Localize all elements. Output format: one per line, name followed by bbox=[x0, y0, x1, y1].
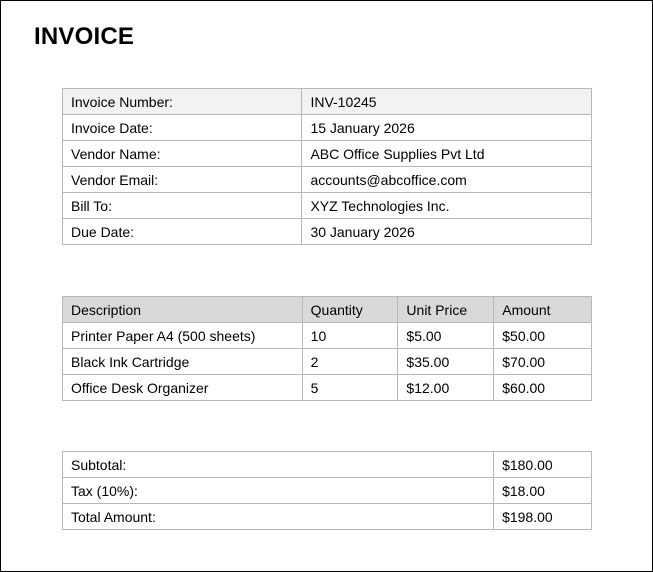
details-label: Due Date: bbox=[63, 219, 302, 245]
totals-row-subtotal bbox=[63, 452, 592, 478]
table-row bbox=[63, 375, 592, 401]
invoice-title: INVOICE bbox=[34, 23, 135, 50]
item-description: Office Desk Organizer bbox=[63, 375, 303, 401]
details-value: accounts@abcoffice.com bbox=[302, 167, 592, 193]
column-header-unit-price: Unit Price bbox=[398, 297, 494, 323]
table-row bbox=[63, 349, 592, 375]
details-value: 15 January 2026 bbox=[302, 115, 592, 141]
item-quantity: 2 bbox=[302, 349, 398, 375]
item-quantity: 5 bbox=[302, 375, 398, 401]
totals-row-total-amount bbox=[63, 504, 592, 530]
item-amount: $50.00 bbox=[494, 323, 592, 349]
totals-label: Subtotal: bbox=[63, 452, 494, 478]
item-quantity: 10 bbox=[302, 323, 398, 349]
details-value: 30 January 2026 bbox=[302, 219, 592, 245]
invoice-details-table bbox=[62, 88, 592, 245]
details-label: Bill To: bbox=[63, 193, 302, 219]
item-unit-price: $5.00 bbox=[398, 323, 494, 349]
details-label: Invoice Number: bbox=[63, 89, 302, 115]
details-row-invoice-number bbox=[63, 89, 592, 115]
details-row-vendor-name bbox=[63, 141, 592, 167]
details-label: Vendor Email: bbox=[63, 167, 302, 193]
column-header-quantity: Quantity bbox=[302, 297, 398, 323]
totals-value: $180.00 bbox=[494, 452, 592, 478]
details-value: XYZ Technologies Inc. bbox=[302, 193, 592, 219]
details-row-due-date bbox=[63, 219, 592, 245]
item-description: Printer Paper A4 (500 sheets) bbox=[63, 323, 303, 349]
totals-label: Total Amount: bbox=[63, 504, 494, 530]
details-row-invoice-date bbox=[63, 115, 592, 141]
item-amount: $60.00 bbox=[494, 375, 592, 401]
item-unit-price: $35.00 bbox=[398, 349, 494, 375]
details-label: Invoice Date: bbox=[63, 115, 302, 141]
item-amount: $70.00 bbox=[494, 349, 592, 375]
line-items-header-row bbox=[63, 297, 592, 323]
totals-table bbox=[62, 451, 592, 530]
item-description: Black Ink Cartridge bbox=[63, 349, 303, 375]
totals-value: $18.00 bbox=[494, 478, 592, 504]
totals-row-tax bbox=[63, 478, 592, 504]
totals-value: $198.00 bbox=[494, 504, 592, 530]
totals-label: Tax (10%): bbox=[63, 478, 494, 504]
table-row bbox=[63, 323, 592, 349]
item-unit-price: $12.00 bbox=[398, 375, 494, 401]
column-header-description: Description bbox=[63, 297, 303, 323]
details-label: Vendor Name: bbox=[63, 141, 302, 167]
details-row-vendor-email bbox=[63, 167, 592, 193]
column-header-amount: Amount bbox=[494, 297, 592, 323]
line-items-table bbox=[62, 296, 592, 401]
details-row-bill-to bbox=[63, 193, 592, 219]
details-value: INV-10245 bbox=[302, 89, 592, 115]
details-value: ABC Office Supplies Pvt Ltd bbox=[302, 141, 592, 167]
